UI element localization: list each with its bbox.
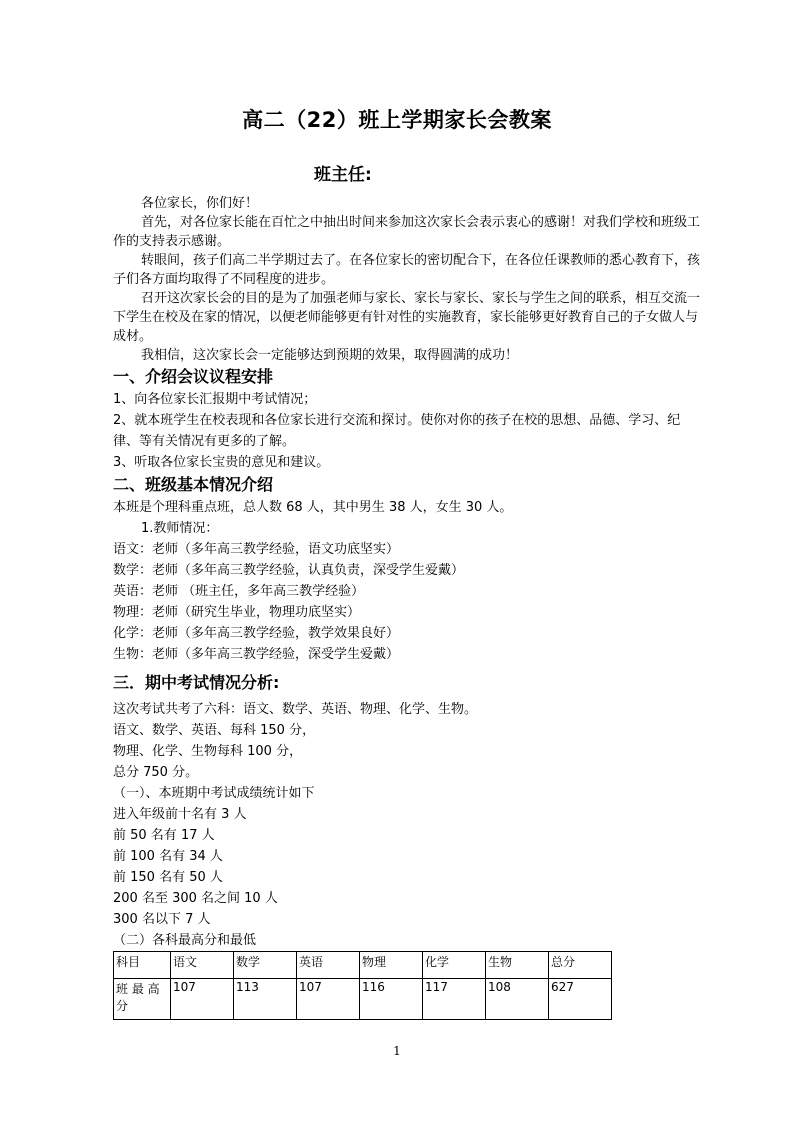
intro-paragraph-1: 首先，对各位家长能在百忙之中抽出时间来参加这次家长会表示衷心的感谢！对我们学校和班级工作的支持表示感谢。 xyxy=(113,215,701,249)
table-row-label: 班 最 高 分 xyxy=(114,979,171,1020)
exam-line: 200 名至 300 名之间 10 人 xyxy=(113,891,278,906)
exam-line: 物理、化学、生物每科 100 分， xyxy=(113,744,303,759)
table-header-cell: 生物 xyxy=(486,952,549,979)
table-cell: 107 xyxy=(171,979,234,1020)
teacher-line: 英语：老师 （班主任，多年高三教学经验） xyxy=(113,584,365,599)
document-title: 高二（22）班上学期家长会教案 xyxy=(242,108,552,132)
exam-line: 语文、数学、英语、每科 150 分， xyxy=(113,723,316,738)
intro-paragraph-4: 我相信，这次家长会一定能够达到预期的效果，取得圆满的成功！ xyxy=(141,348,519,363)
scores-table xyxy=(113,951,612,1020)
greeting: 各位家长，你们好！ xyxy=(141,196,259,211)
table-header-cell: 数学 xyxy=(234,952,297,979)
table-header-cell: 总分 xyxy=(549,952,612,979)
head-teacher-label: 班主任: xyxy=(314,165,372,185)
section-2-heading: 二、班级基本情况介绍 xyxy=(113,475,274,494)
exam-line: 总分 750 分。 xyxy=(113,765,199,780)
table-header-cell: 英语 xyxy=(297,952,360,979)
exam-line: （二）各科最高分和最低 xyxy=(113,933,257,948)
intro-paragraph-3: 召开这次家长会的目的是为了加强老师与家长、家长与家长、家长与学生之间的联系，相互交流一下学生在校及在家的情况，以便老师能够更有针对性的实施教育，家长能够更好教育自己的子女做人与成材。 xyxy=(113,291,701,344)
exam-line: 前 150 名有 50 人 xyxy=(113,870,223,885)
exam-line: （一）、本班期中考试成绩统计如下 xyxy=(113,786,315,801)
exam-line: 进入年级前十名有 3 人 xyxy=(113,807,247,822)
table-header-cell: 化学 xyxy=(423,952,486,979)
table-header-cell: 物理 xyxy=(360,952,423,979)
teacher-line: 语文：老师（多年高三教学经验，语文功底坚实） xyxy=(113,542,400,557)
teacher-line: 化学：老师（多年高三教学经验，教学效果良好） xyxy=(113,626,400,641)
table-cell: 627 xyxy=(549,979,612,1020)
teachers-label: 1.教师情况： xyxy=(141,521,219,536)
exam-line: 前 50 名有 17 人 xyxy=(113,828,215,843)
agenda-item: 3、听取各位家长宝贵的意见和建议。 xyxy=(113,455,330,470)
exam-line: 300 名以下 7 人 xyxy=(113,912,211,927)
table-row xyxy=(114,979,612,1020)
table-cell: 113 xyxy=(234,979,297,1020)
section-3-heading: 三．期中考试情况分析: xyxy=(113,673,280,692)
agenda-item: 2、就本班学生在校表现和各位家长进行交流和探讨。使你对你的孩子在校的思想、品德、学习、纪律、等有关情况有更多的了解。 xyxy=(113,413,681,449)
page-number: 1 xyxy=(393,1044,401,1058)
table-cell: 107 xyxy=(297,979,360,1020)
teacher-line: 生物：老师（多年高三教学经验，深受学生爱戴） xyxy=(113,647,400,662)
intro-paragraph-2: 转眼间，孩子们高二半学期过去了。在各位家长的密切配合下，在各位任课教师的悉心教育下，孩子们各方面均取得了不同程度的进步。 xyxy=(113,253,701,287)
section-1-heading: 一、介绍会议议程安排 xyxy=(113,367,274,386)
agenda-item: 1、向各位家长汇报期中考试情况； xyxy=(113,392,317,407)
teacher-line: 数学：老师（多年高三教学经验，认真负责，深受学生爱戴） xyxy=(113,563,465,578)
table-header-cell: 科目 xyxy=(114,952,171,979)
table-header-row xyxy=(114,952,612,979)
table-cell: 116 xyxy=(360,979,423,1020)
table-cell: 108 xyxy=(486,979,549,1020)
teacher-line: 物理：老师（研究生毕业，物理功底坚实） xyxy=(113,605,361,620)
exam-line: 前 100 名有 34 人 xyxy=(113,849,223,864)
exam-line: 这次考试共考了六科：语文、数学、英语、物理、化学、生物。 xyxy=(113,702,478,717)
table-header-cell: 语文 xyxy=(171,952,234,979)
document-body xyxy=(113,194,705,1020)
table-cell: 117 xyxy=(423,979,486,1020)
class-summary: 本班是个理科重点班，总人数 68 人，其中男生 38 人，女生 30 人。 xyxy=(113,500,513,515)
